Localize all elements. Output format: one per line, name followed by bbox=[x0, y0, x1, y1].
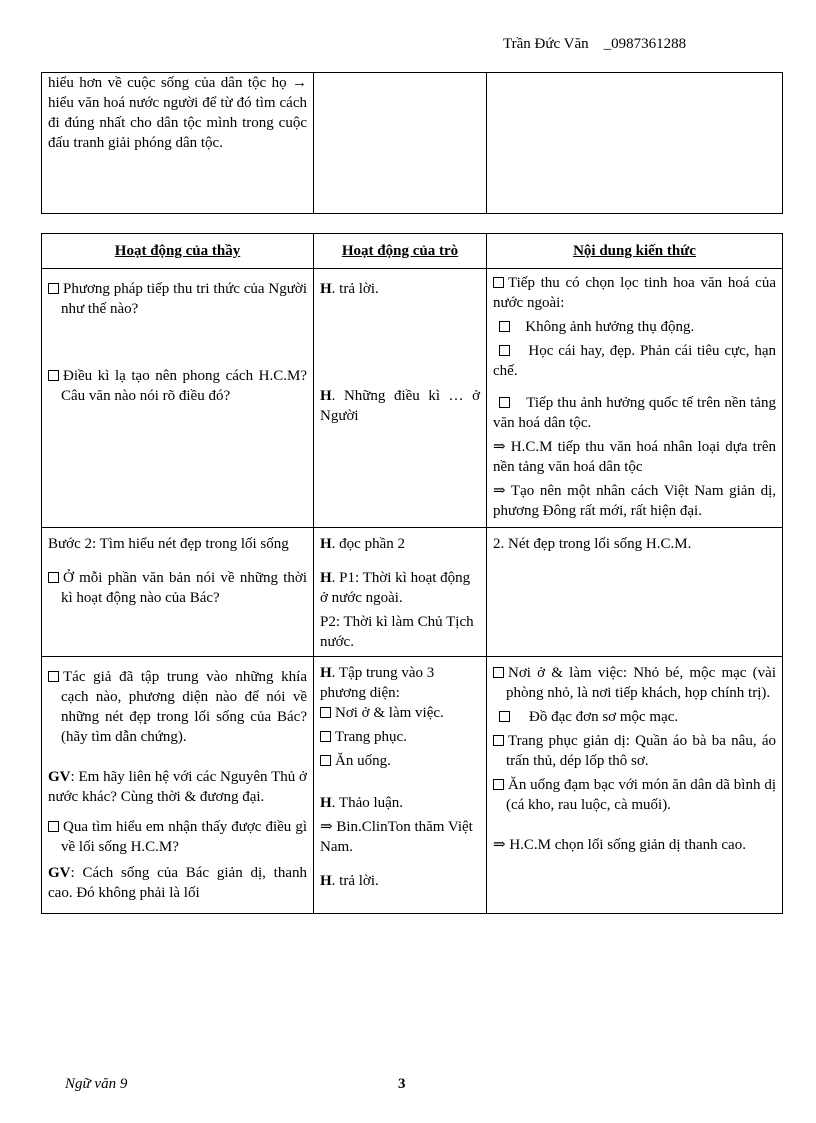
top-table-cell-3 bbox=[487, 73, 783, 214]
bullet-box-icon bbox=[499, 397, 510, 408]
bullet-box-icon bbox=[320, 755, 331, 766]
header-teacher: Hoạt động của thầy bbox=[42, 234, 314, 269]
bullet-box-icon bbox=[493, 779, 504, 790]
content-item: ⇒ H.C.M chọn lối sống giản dị thanh cao. bbox=[493, 837, 746, 853]
table-header-row bbox=[42, 234, 783, 269]
page-header bbox=[503, 36, 686, 53]
student-answer: H. Tập trung vào 3 phương diện: bbox=[320, 665, 435, 701]
main-table bbox=[41, 233, 783, 914]
student-answer: H. trả lời. bbox=[320, 281, 379, 297]
teacher-note: GV: Cách sống của Bác giản dị, thanh cao. Đó không phải là lối bbox=[48, 865, 307, 901]
bullet-box-icon bbox=[499, 711, 510, 722]
content-item: Trang phục giản dị: Quần áo bà ba nâu, áo trấn thủ, dép lốp thô sơ. bbox=[493, 731, 776, 771]
table-row bbox=[42, 657, 783, 914]
teacher-step: Bước 2: Tìm hiểu nét đẹp trong lối sống bbox=[48, 536, 289, 552]
content-item: Tiếp thu có chọn lọc tinh hoa văn hoá của nước ngoài: bbox=[493, 275, 776, 311]
author-phone: _0987361288 bbox=[603, 36, 687, 52]
bullet-box-icon bbox=[499, 321, 510, 332]
content-item: Học cái hay, đẹp. Phản cái tiêu cực, hạn chế. bbox=[493, 343, 776, 379]
teacher-question: Tác giả đã tập trung vào những khía cạch nào, phương diện nào để nói về những nét đẹp trong lối sống của Bác? (hãy tìm dẫn chứng). bbox=[48, 667, 307, 747]
content-item: ⇒ H.C.M tiếp thu văn hoá nhân loại dựa trên nền tảng văn hoá dân tộc bbox=[493, 439, 776, 475]
teacher-question: GV: Em hãy liên hệ với các Nguyên Thủ ở nước khác? Cùng thời & đương đại. bbox=[48, 769, 307, 805]
content-item: Tiếp thu ảnh hưởng quốc tế trên nền tảng văn hoá dân tộc. bbox=[493, 395, 776, 431]
student-answer: Nơi ở & làm việc. bbox=[320, 703, 480, 723]
content-item: Không ảnh hưởng thụ động. bbox=[493, 317, 776, 337]
student-answer: H. Những điều kì … ở Người bbox=[320, 388, 480, 424]
student-answer: H. P1: Thời kì hoạt động ở nước ngoài. bbox=[320, 570, 471, 606]
header-content: Nội dung kiến thức bbox=[487, 234, 783, 269]
content-item: Đồ đạc đơn sơ mộc mạc. bbox=[493, 707, 776, 727]
teacher-question: Điều kì lạ tạo nên phong cách H.C.M? Câu văn nào nói rõ điều đó? bbox=[48, 366, 307, 406]
student-answer: H. trả lời. bbox=[320, 873, 379, 889]
bullet-box-icon bbox=[320, 731, 331, 742]
bullet-box-icon bbox=[48, 671, 59, 682]
student-answer: H. Thảo luận. bbox=[320, 795, 404, 811]
content-item: ⇒ Tạo nên một nhân cách Việt Nam giản dị, phương Đông rất mới, rất hiện đại. bbox=[493, 483, 776, 519]
bullet-box-icon bbox=[493, 277, 504, 288]
bullet-box-icon bbox=[48, 572, 59, 583]
content-item: Nơi ở & làm việc: Nhỏ bé, mộc mạc (vài phòng nhỏ, là nơi tiếp khách, họp chính trị). bbox=[493, 663, 776, 703]
bullet-box-icon bbox=[48, 370, 59, 381]
teacher-question: Phương pháp tiếp thu tri thức của Người như thế nào? bbox=[48, 279, 307, 319]
header-student: Hoạt động của trò bbox=[314, 234, 487, 269]
bullet-box-icon bbox=[320, 707, 331, 718]
student-answer: P2: Thời kì làm Chủ Tịch nước. bbox=[320, 614, 474, 650]
page-number: 3 bbox=[398, 1076, 406, 1092]
content-item: 2. Nét đẹp trong lối sống H.C.M. bbox=[493, 536, 692, 552]
teacher-question: Ở mỗi phần văn bản nói về những thời kì hoạt động nào của Bác? bbox=[48, 568, 307, 608]
teacher-question: Qua tìm hiểu em nhận thấy được điều gì về lối sống H.C.M? bbox=[48, 817, 307, 857]
author-name: Trần Đức Văn bbox=[503, 36, 589, 52]
student-answer: Ăn uống. bbox=[320, 751, 480, 771]
bullet-box-icon bbox=[48, 821, 59, 832]
bullet-box-icon bbox=[499, 345, 510, 356]
student-answer: Trang phục. bbox=[320, 727, 480, 747]
bullet-box-icon bbox=[493, 667, 504, 678]
table-row bbox=[42, 269, 783, 528]
content-item: Ăn uống đạm bạc với món ăn dân dã bình dị (cá kho, rau luộc, cà muối). bbox=[493, 775, 776, 815]
bullet-box-icon bbox=[493, 735, 504, 746]
top-table bbox=[41, 72, 783, 214]
footer-subject: Ngữ văn 9 bbox=[65, 1076, 128, 1092]
student-answer: ⇒ Bin.ClinTon thăm Việt Nam. bbox=[320, 819, 473, 855]
student-answer: H. đọc phần 2 bbox=[320, 536, 405, 552]
table-row bbox=[42, 528, 783, 657]
top-table-cell-1: hiểu hơn về cuộc sống của dân tộc họ → hiểu văn hoá nước người để từ đó tìm cách đi đúng nhất cho dân tộc mình trong cuộc đấu tranh giải phóng dân tộc. bbox=[42, 73, 314, 214]
top-table-cell-2 bbox=[314, 73, 487, 214]
bullet-box-icon bbox=[48, 283, 59, 294]
